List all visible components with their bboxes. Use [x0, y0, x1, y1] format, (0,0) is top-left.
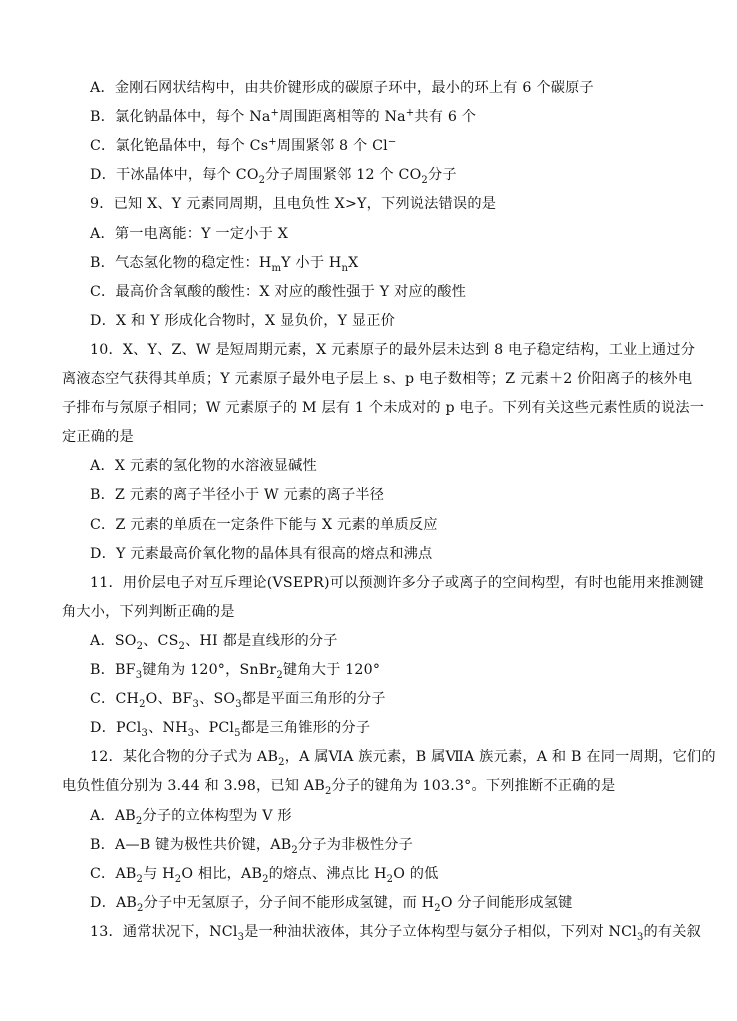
answer-option: A．X 元素的氢化物的水溶液显碱性 [90, 458, 317, 475]
question-text-continued: 定正确的是 [62, 429, 134, 446]
answer-option: B．A—B 键为极性共价键，$AB_2$分子为非极性分子 [90, 836, 414, 856]
question-stem: 13．通常状况下，NCl$_3$是一种油状液体，其分子立体构型与氨分子相似，下列对 NCl$_3$的有关叙 [90, 923, 702, 943]
question-stem: 9．已知 X、Y 元素同周期，且电负性 X>Y，下列说法错误的是 [90, 196, 497, 213]
question-stem: 12．某化合物的分子式为 $AB_2$，A 属ⅥA 族元素，B 属ⅦA 族元素，A 和 B 在同一周期，它们的 [90, 749, 716, 769]
question-text-continued: 离液态空气获得其单质；Y 元素原子最外电子层上 s、p 电子数相等；Z 元素＋2 价阳离子的核外电 [62, 371, 693, 387]
answer-option: C．$CH_2O$、$BF_3$、$SO_3$都是平面三角形的分子 [90, 691, 386, 710]
answer-option: D．Y 元素最高价氧化物的晶体具有很高的熔点和沸点 [90, 545, 433, 562]
question-text-continued: 电负性值分别为 3.44 和 3.98，已知 $AB_2$分子的键角为 103.3°。下列推断不正确的是 [62, 778, 616, 798]
answer-option: A．金刚石网状结构中，由共价键形成的碳原子环中，最小的环上有 6 个碳原子 [90, 80, 594, 96]
answer-option: B．$BF_3$键角为 120°，SnBr$_2$键角大于 120° [90, 662, 381, 681]
question-text-continued: 子排布与氖原子相同；W 元素原子的 M 层有 1 个未成对的 p 电子。下列有关这些元素性质的说法一 [62, 400, 705, 417]
answer-option: A．$SO_2$、$CS_2$、HI 都是直线形的分子 [90, 632, 338, 652]
answer-option: D．PCl$_3$、$NH_3$、PCl$_5$都是三角锥形的分子 [90, 720, 371, 740]
answer-option: C．最高价含氧酸的酸性：X 对应的酸性强于 Y 对应的酸性 [90, 283, 466, 300]
answer-option: D．X 和 Y 形成化合物时，X 显负价，Y 显正价 [90, 312, 396, 329]
answer-option: C．Z 元素的单质在一定条件下能与 X 元素的单质反应 [90, 516, 438, 533]
answer-option: C．$AB_2$与 $H_2O$ 相比，$AB_2$的熔点、沸点比 $H_2O$ 的低 [90, 865, 439, 885]
question-text-continued: 角大小，下列判断正确的是 [62, 603, 235, 620]
answer-option: A．第一电离能：Y 一定小于 X [90, 225, 288, 242]
answer-option: D．干冰晶体中，每个 $CO_2$分子周围紧邻 12 个 $CO_2$分子 [90, 167, 457, 187]
answer-option: A．$AB_2$分子的立体构型为 V 形 [90, 807, 292, 827]
answer-option: B．氯化钠晶体中，每个 Na+周围距离相等的 Na+共有 6 个 [90, 107, 477, 126]
question-stem: 11．用价层电子对互斥理论(VSEPR)可以预测许多分子或离子的空间构型，有时也能用来推测键 [90, 574, 704, 591]
answer-option: C．氯化铯晶体中，每个 Cs+周围紧邻 8 个 Cl− [90, 136, 397, 155]
answer-option: B．Z 元素的离子半径小于 W 元素的离子半径 [90, 487, 385, 504]
question-stem: 10．X、Y、Z、W 是短周期元素，X 元素原子的最外层未达到 8 电子稳定结构，工业上通过分 [90, 341, 696, 358]
answer-option: B．气态氢化物的稳定性：$H_mY$ 小于 $H_nX$ [90, 254, 359, 274]
answer-option: D．$AB_2$分子中无氢原子，分子间不能形成氢键，而 $H_2O$ 分子间能形成氢键 [90, 894, 573, 914]
